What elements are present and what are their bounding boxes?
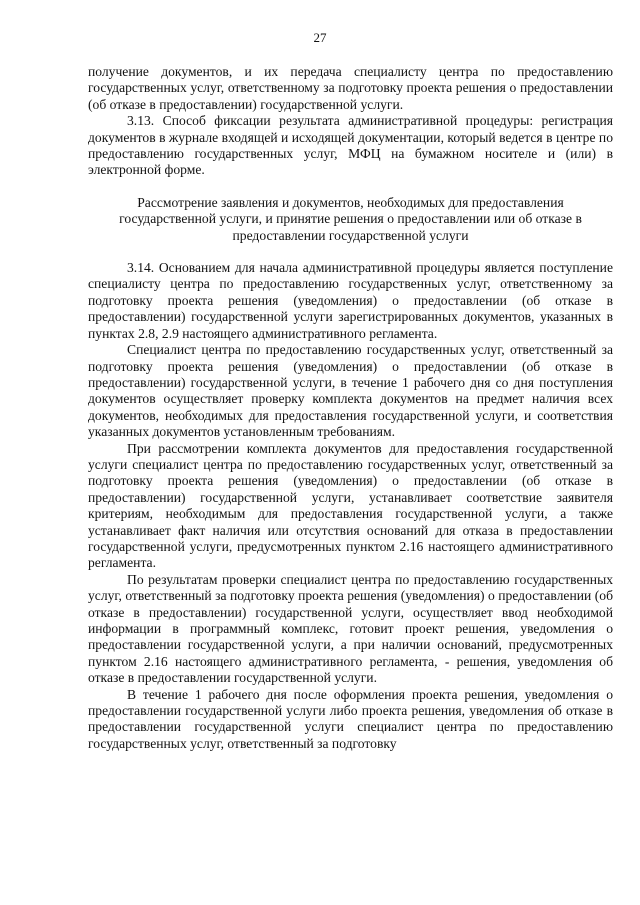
paragraph: Специалист центра по предоставлению государственных услуг, ответственный за подготовку проекта решения (уведомления) о предоставлении (об отказе в предоставлении) государственной услуги, в течение 1 рабочего дня со дня поступления документов осуществляет проверку комплекта документов на предмет наличия всех документов, необходимых для предоставления государственной услуги, и соответствия указанных документов установленным требованиям. [88, 342, 613, 440]
paragraph: 3.14. Основанием для начала административной процедуры является поступление специалисту центра по предоставлению государственных услуг, ответственному за подготовку проекта решения (уведомления) о предоставлении (об отказе в предоставлении) государственной услуги зарегистрированных документов, указанных в пунктах 2.8, 2.9 настоящего административного регламента. [88, 260, 613, 341]
document-body [88, 64, 613, 752]
section-heading: Рассмотрение заявления и документов, необходимых для предоставления государственной услуги, и принятие решения о предоставлении или об отказе в предоставлении государственной услуги [119, 194, 582, 243]
paragraph: получение документов, и их передача специалисту центра по предоставлению государственных услуг, ответственному за подготовку проекта решения о предоставлении (об отказе в предоставлении) государственной услуги. [88, 64, 613, 112]
paragraph: В течение 1 рабочего дня после оформления проекта решения, уведомления о предоставлении государственной услуги либо проекта решения, уведомления об отказе в предоставлении государственной услуги специалист центра по предоставлению государственных услуг, ответственный за подготовку [88, 686, 613, 751]
paragraph: По результатам проверки специалист центра по предоставлению государственных услуг, ответственный за подготовку проекта решения (уведомления) о предоставлении (об отказе в предоставлении) государственной услуги, осуществляет ввод необходимой информации в программный комплекс, готовит проект решения, уведомления о предоставлении государственной услуги, а при наличии оснований, предусмотренных пунктом 2.16 настоящего административного регламента, - решения, уведомления об отказе в предоставлении государственной услуги. [88, 571, 613, 686]
paragraph: 3.13. Способ фиксации результата административной процедуры: регистрация документов в журнале входящей и исходящей документации, который ведется в центре по предоставлению государственных услуг, МФЦ на бумажном носителе и (или) в электронной форме. [88, 113, 613, 178]
page-number: 27 [313, 30, 327, 45]
paragraph: При рассмотрении комплекта документов для предоставления государственной услуги специалист центра по предоставлению государственных услуг, ответственный за подготовку проекта решения (уведомления) о предоставлении (об отказе в предоставлении) государственной услуги, устанавливает соответствие заявителя критериям, необходимым для предоставления государственной услуги, а также устанавливает факт наличия или отсутствия оснований для отказа в предоставлении государственной услуги, предусмотренных пунктом 2.16 настоящего административного регламента. [88, 440, 613, 571]
